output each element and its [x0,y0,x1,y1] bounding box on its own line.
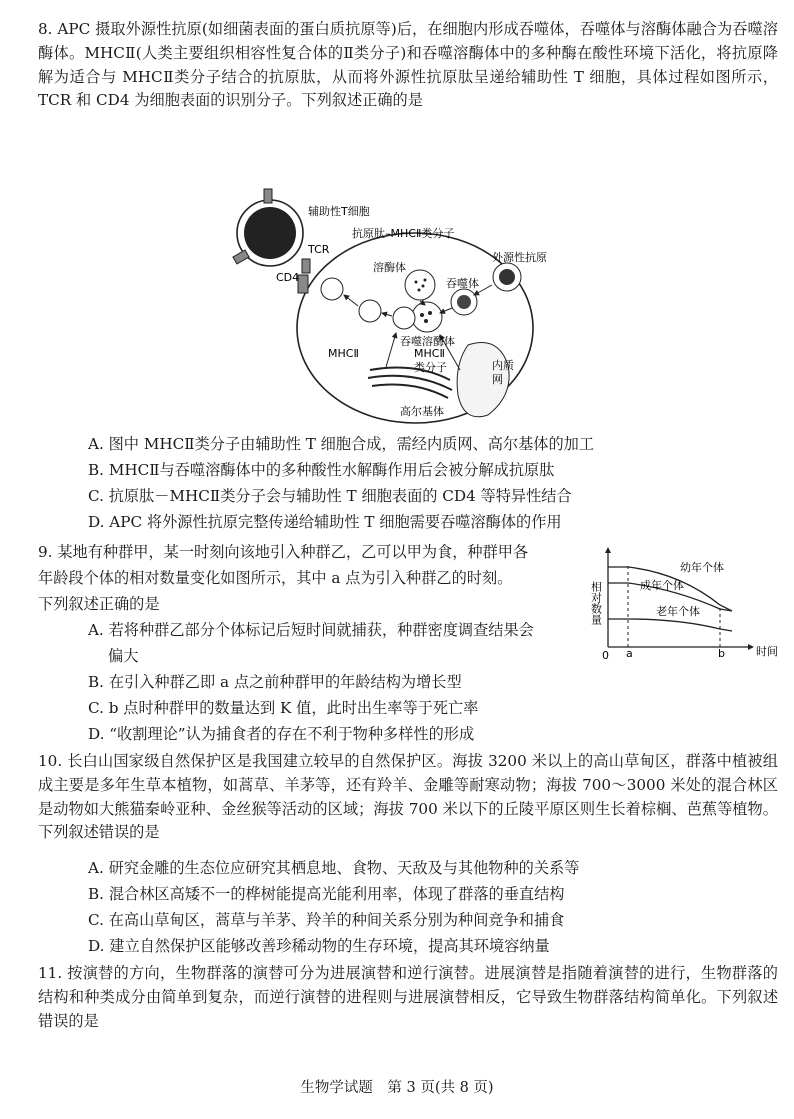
helper-t-nucleus [244,207,296,259]
x-tick-b: b [718,647,725,660]
q9-stem-line-1: 9. 某地有种群甲，某一时刻向该地引入种群乙，乙可以甲为食，种群甲各 [38,543,529,561]
label-phagolysosome: 吞噬溶酶体 [400,335,455,348]
question-10 [38,750,778,845]
x-tick-a: a [626,647,633,660]
label-helper-t: 辅助性T细胞 [308,205,370,218]
q9-option-a: A. 若将种群乙部分个体标记后短时间就捕获，种群密度调查结果会 [88,621,534,639]
label-tcr: TCR [308,243,330,256]
q9-stem-line-2: 年龄段个体的相对数量变化如图所示，其中 a 点为引入种群乙的时刻。 [38,569,513,587]
series-label-juvenile: 幼年个体 [680,561,724,574]
q10-option-a: A. 研究金雕的生态位应研究其栖息地、食物、天敌及与其他物种的关系等 [88,859,580,877]
label-golgi: 高尔基体 [400,405,444,418]
x-tick-0: 0 [602,649,609,662]
page-footer: 生物学试题 第 3 页(共 8 页) [300,1080,494,1096]
q9-option-b: B. 在引入种群乙即 a 点之前种群甲的年龄结构为增长型 [88,673,462,691]
q9-option-a-cont: 偏大 [108,647,139,665]
question-11-stem: 11. 按演替的方向，生物群落的演替可分为进展演替和逆行演替。进展演替是指随着演替的进行，生物群落的结构和种类成分由简单到复杂，而逆行演替的进程则与进展演替相反，它导致生物群落结构简单化。下列叙述错误的是 [38,964,778,1030]
q8-option-d: D. APC 将外源性抗原完整传递给辅助性 T 细胞需要吞噬溶酶体的作用 [88,513,562,531]
label-exogenous-antigen: 外源性抗原 [492,251,547,264]
q8-option-c: C. 抗原肽－MHCⅡ类分子会与辅助性 T 细胞表面的 CD4 等特异性结合 [88,487,572,505]
chart-xlabel: 时间 [756,645,778,658]
q8-option-b: B. MHCⅡ与吞噬溶酶体中的多种酸性水解酶作用后会被分解成抗原肽 [88,461,555,479]
label-phagosome: 吞噬体 [446,277,479,290]
phagolysosome-shape [412,302,442,332]
q10-option-b: B. 混合林区高矮不一的桦树能提高光能利用率，体现了群落的垂直结构 [88,885,565,903]
label-mhc2-molecule-2: 类分子 [414,361,447,374]
series-elderly [608,619,732,631]
chart-ylabel: 相对数量 [589,581,603,625]
q10-option-d: D. 建立自然保护区能够改善珍稀动物的生存环境，提高其环境容纳量 [88,937,550,955]
label-mhc2: MHCⅡ [328,347,359,360]
label-cd4: CD4 [276,271,300,284]
question-8 [38,18,778,113]
q8-option-a: A. 图中 MHCⅡ类分子由辅助性 T 细胞合成，需经内质网、高尔基体的加工 [88,435,595,453]
question-8-stem: 8. APC 摄取外源性抗原(如细菌表面的蛋白质抗原等)后，在细胞内形成吞噬体，吞噬体与溶酶体融合为吞噬溶酶体。MHCⅡ(人类主要组织相容性复合体的Ⅱ类分子)和吞噬溶酶体中的多种酶在酸性环境下活化，将抗原降解为适合与 MHCⅡ类分子结合的抗原肽，从而将外源性抗原肽呈递给辅助性 T 细胞，具体过程如图所示，TCR 和 CD4 为细胞表面的识别分子。下列叙述正确的是 [38,20,778,110]
exogenous-antigen-shape [499,269,515,285]
q9-option-d: D. “收割理论”认为捕食者的存在不利于物种多样性的形成 [88,725,475,743]
q10-option-c: C. 在高山草甸区，蒿草与羊茅、羚羊的种间关系分别为种间竞争和捕食 [88,911,565,929]
series-label-elderly: 老年个体 [656,605,700,618]
q9-stem-line-3: 下列叙述正确的是 [38,595,160,613]
lysosome-shape [405,270,435,300]
antigen-presentation-diagram [220,185,580,425]
label-antigen-mhc: 抗原肽–MHCⅡ类分子 [352,227,455,240]
population-age-chart [580,545,780,665]
y-label [590,580,603,625]
series-label-adult: 成年个体 [640,579,684,592]
phagosome-shape [457,295,471,309]
q9-option-c: C. b 点时种群甲的数量达到 K 值，此时出生率等于死亡率 [88,699,479,717]
question-10-stem: 10. 长白山国家级自然保护区是我国建立较早的自然保护区。海拔 3200 米以上的高山草甸区，群落中植被组成主要是多年生草本植物，如蒿草、羊茅等，还有羚羊、金雕等耐寒动物；海拔 700～3000 米处的混合林区是动物如大熊猫秦岭亚种、金丝猴等活动的区域；海拔 700 米以下的丘陵平原区则生长着棕榈、芭蕉等植物。下列叙述错误的是 [38,752,778,842]
label-mhc2-molecule-1: MHCⅡ [414,347,445,360]
label-lysosome: 溶酶体 [373,261,406,274]
t-cell-receptor-top [264,189,272,203]
question-11 [38,962,778,1033]
label-er-2: 网 [492,373,503,386]
label-er-1: 内质 [492,359,514,372]
